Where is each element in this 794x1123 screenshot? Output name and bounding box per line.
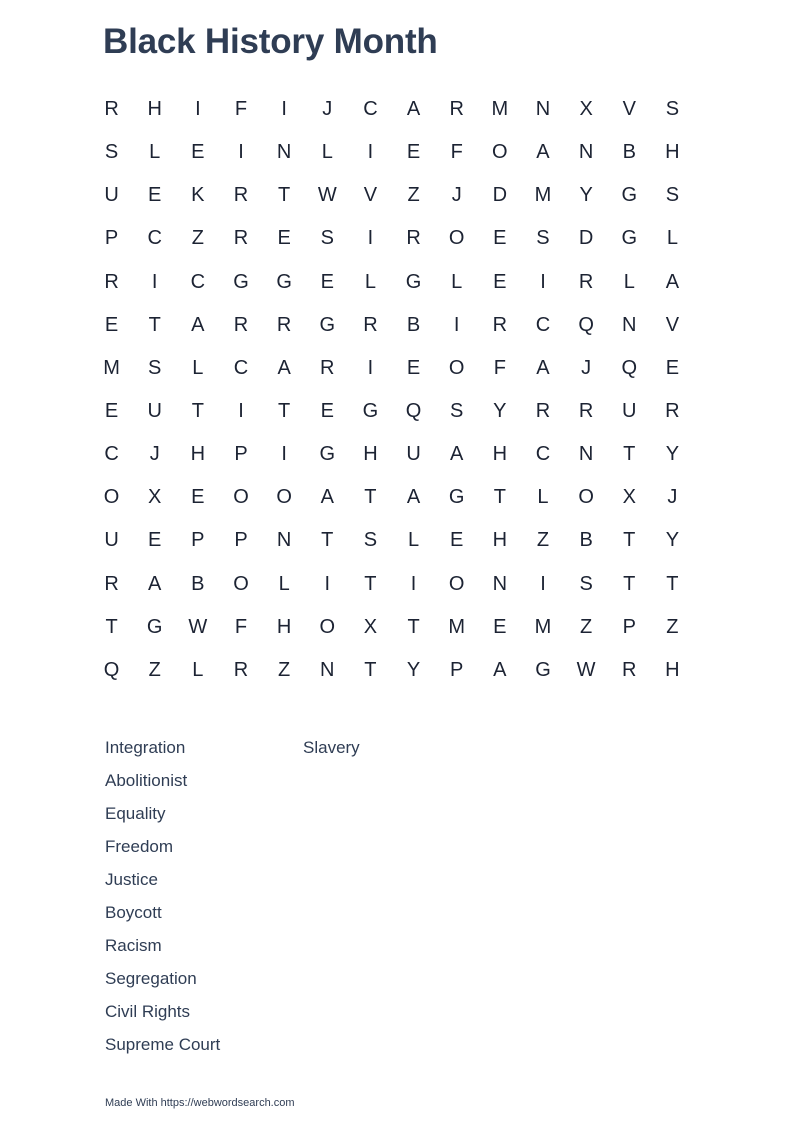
grid-cell: I xyxy=(281,98,287,121)
grid-cell: A xyxy=(406,98,421,121)
grid-cell: T xyxy=(364,658,377,681)
grid-cell: E xyxy=(665,356,680,379)
grid-cell: A xyxy=(493,658,507,681)
grid-cell: T xyxy=(364,572,377,595)
grid-cell: B xyxy=(622,141,636,164)
grid-cell: P xyxy=(450,658,464,681)
grid-cell: A xyxy=(148,572,162,595)
grid-cell: H xyxy=(492,443,508,466)
grid-cell: F xyxy=(450,141,463,164)
grid-cell: E xyxy=(191,141,205,164)
grid-cell: C xyxy=(535,443,551,466)
grid-cell: S xyxy=(320,227,334,250)
grid-cell: G xyxy=(233,270,249,293)
grid-cell: N xyxy=(622,313,637,336)
grid-cell: T xyxy=(105,615,118,638)
grid-cell: C xyxy=(363,98,378,121)
word-list-item: Slavery xyxy=(303,738,360,757)
grid-cell: A xyxy=(536,356,550,379)
grid-cell: R xyxy=(320,356,335,379)
grid-cell: E xyxy=(493,270,507,293)
grid-cell: Q xyxy=(405,400,422,423)
grid-cell: P xyxy=(104,227,119,250)
footer-credit: Made With https://webwordsearch.com xyxy=(105,1097,295,1109)
grid-cell: F xyxy=(234,615,248,638)
grid-cell: B xyxy=(579,529,593,552)
grid-cell: R xyxy=(233,184,249,207)
grid-cell: G xyxy=(621,227,638,250)
grid-cell: M xyxy=(534,184,552,207)
word-list-item: Equality xyxy=(105,804,166,823)
grid-cell: J xyxy=(322,98,333,121)
grid-cell: E xyxy=(148,529,162,552)
grid-cell: J xyxy=(667,486,678,509)
grid-cell: O xyxy=(233,572,249,595)
grid-cell: W xyxy=(576,658,596,681)
grid-cell: J xyxy=(451,184,462,207)
grid-cell: O xyxy=(578,486,594,509)
word-list-item: Justice xyxy=(105,870,158,889)
grid-cell: I xyxy=(367,227,374,250)
grid-cell: Y xyxy=(493,400,507,423)
grid-cell: P xyxy=(191,529,205,552)
grid-cell: F xyxy=(234,98,248,121)
grid-cell: A xyxy=(277,356,291,379)
word-list-item: Integration xyxy=(105,738,186,757)
grid-cell: G xyxy=(535,658,551,681)
grid-cell: C xyxy=(190,270,206,293)
grid-cell: E xyxy=(277,227,291,250)
grid-cell: R xyxy=(449,98,464,121)
grid-cell: E xyxy=(320,270,334,293)
grid-cell: M xyxy=(448,615,466,638)
grid-cell: G xyxy=(276,270,292,293)
grid-cell: R xyxy=(363,313,378,336)
grid-cell: K xyxy=(191,184,205,207)
grid-cell: C xyxy=(104,443,119,466)
grid-cell: H xyxy=(190,443,206,466)
grid-cell: I xyxy=(151,270,158,293)
grid-cell: I xyxy=(281,443,287,466)
grid-cell: N xyxy=(320,658,335,681)
grid-cell: H xyxy=(665,141,680,164)
grid-cell: Q xyxy=(621,356,638,379)
grid-cell: L xyxy=(407,529,420,552)
word-list-item: Racism xyxy=(105,936,162,955)
grid-cell: Y xyxy=(665,529,680,552)
grid-cell: E xyxy=(406,141,421,164)
grid-cell: S xyxy=(665,98,680,121)
grid-cell: W xyxy=(188,615,208,638)
grid-cell: W xyxy=(317,184,337,207)
grid-cell: T xyxy=(666,572,679,595)
grid-cell: A xyxy=(191,313,205,336)
grid-cell: S xyxy=(363,529,378,552)
grid-cell: T xyxy=(364,486,377,509)
grid-cell: M xyxy=(491,98,509,121)
grid-cell: L xyxy=(321,141,333,164)
grid-cell: P xyxy=(234,443,248,466)
grid-cell: N xyxy=(276,141,292,164)
grid-cell: I xyxy=(367,356,374,379)
grid-cell: V xyxy=(665,313,680,336)
grid-cell: Y xyxy=(665,443,680,466)
grid-cell: L xyxy=(623,270,635,293)
grid-cell: R xyxy=(104,270,119,293)
grid-cell: L xyxy=(192,356,204,379)
grid-cell: S xyxy=(450,400,464,423)
grid-cell: T xyxy=(191,400,204,423)
grid-cell: Z xyxy=(148,658,161,681)
grid-cell: J xyxy=(581,356,592,379)
grid-cell: O xyxy=(448,572,465,595)
grid-cell: T xyxy=(623,572,636,595)
grid-cell: N xyxy=(535,98,551,121)
grid-cell: R xyxy=(406,227,421,250)
grid-cell: R xyxy=(276,313,292,336)
page-title: Black History Month xyxy=(103,22,438,61)
grid-cell: G xyxy=(448,486,465,509)
grid-cell: G xyxy=(146,615,163,638)
grid-cell: Z xyxy=(191,227,204,250)
grid-cell: T xyxy=(278,400,291,423)
grid-cell: H xyxy=(363,443,378,466)
grid-cell: L xyxy=(278,572,290,595)
grid-cell: S xyxy=(665,184,680,207)
grid-cell: Z xyxy=(580,615,593,638)
grid-cell: A xyxy=(450,443,464,466)
grid-cell: R xyxy=(233,313,249,336)
grid-cell: I xyxy=(367,141,374,164)
grid-cell: H xyxy=(665,658,680,681)
grid-cell: S xyxy=(579,572,593,595)
grid-cell: A xyxy=(536,141,550,164)
grid-cell: G xyxy=(621,184,638,207)
grid-cell: D xyxy=(578,227,594,250)
grid-cell: N xyxy=(492,572,508,595)
grid-cell: O xyxy=(276,486,292,509)
word-list-item: Abolitionist xyxy=(105,771,188,790)
grid-cell: R xyxy=(492,313,508,336)
grid-cell: H xyxy=(147,98,162,121)
grid-cell: E xyxy=(406,356,421,379)
grid-cell: Z xyxy=(666,615,679,638)
word-list-item: Civil Rights xyxy=(105,1002,191,1021)
word-list-item: Freedom xyxy=(105,837,174,856)
grid-cell: E xyxy=(104,313,119,336)
grid-cell: A xyxy=(406,486,421,509)
grid-cell: T xyxy=(148,313,161,336)
grid-cell: P xyxy=(234,529,248,552)
grid-cell: I xyxy=(324,572,331,595)
grid-cell: B xyxy=(406,313,421,336)
grid-cell: R xyxy=(578,400,594,423)
grid-cell: M xyxy=(534,615,552,638)
grid-cell: N xyxy=(578,443,594,466)
grid-cell: C xyxy=(233,356,249,379)
grid-cell: I xyxy=(540,572,546,595)
grid-cell: O xyxy=(448,356,465,379)
grid-cell: E xyxy=(320,400,334,423)
grid-cell: U xyxy=(406,443,421,466)
grid-cell: J xyxy=(149,443,160,466)
grid-cell: U xyxy=(104,529,119,552)
grid-cell: I xyxy=(540,270,546,293)
grid-cell: R xyxy=(233,658,249,681)
grid-cell: O xyxy=(233,486,249,509)
grid-cell: R xyxy=(233,227,249,250)
grid-cell: O xyxy=(103,486,120,509)
grid-cell: L xyxy=(364,270,376,293)
grid-cell: M xyxy=(103,356,120,379)
grid-cell: R xyxy=(104,572,119,595)
grid-cell: S xyxy=(536,227,550,250)
grid-cell: X xyxy=(622,486,636,509)
grid-cell: U xyxy=(622,400,637,423)
grid-cell: C xyxy=(535,313,551,336)
grid-cell: L xyxy=(149,141,161,164)
grid-cell: X xyxy=(148,486,162,509)
grid-cell: L xyxy=(451,270,463,293)
grid-cell: Z xyxy=(536,529,550,552)
grid-cell: Q xyxy=(103,658,120,681)
grid-cell: X xyxy=(579,98,593,121)
grid-cell: I xyxy=(453,313,460,336)
grid-cell: E xyxy=(191,486,205,509)
grid-cell: T xyxy=(407,615,420,638)
grid-cell: G xyxy=(405,270,422,293)
grid-cell: H xyxy=(276,615,292,638)
grid-cell: R xyxy=(665,400,680,423)
grid-cell: E xyxy=(104,400,119,423)
grid-cell: E xyxy=(148,184,162,207)
grid-cell: T xyxy=(321,529,334,552)
grid-cell: V xyxy=(363,184,378,207)
grid-cell: E xyxy=(493,615,507,638)
grid-cell: F xyxy=(493,356,506,379)
grid-cell: L xyxy=(537,486,549,509)
grid-cell: T xyxy=(623,529,636,552)
grid-cell: X xyxy=(363,615,378,638)
grid-cell: O xyxy=(319,615,336,638)
grid-cell: N xyxy=(578,141,594,164)
grid-cell: L xyxy=(666,227,678,250)
grid-cell: N xyxy=(276,529,292,552)
grid-cell: E xyxy=(450,529,464,552)
grid-cell: I xyxy=(410,572,417,595)
grid-cell: O xyxy=(492,141,508,164)
word-list-item: Boycott xyxy=(105,903,162,922)
grid-cell: T xyxy=(623,443,636,466)
grid-cell: A xyxy=(320,486,334,509)
grid-cell: Y xyxy=(579,184,593,207)
grid-cell: G xyxy=(319,313,336,336)
grid-cell: G xyxy=(319,443,336,466)
grid-cell: A xyxy=(665,270,680,293)
letter-grid xyxy=(90,88,694,692)
grid-cell: Q xyxy=(578,313,594,336)
grid-cell: Z xyxy=(407,184,420,207)
grid-cell: Y xyxy=(406,658,421,681)
grid-cell: R xyxy=(578,270,594,293)
grid-cell: Z xyxy=(278,658,291,681)
grid-cell: U xyxy=(147,400,162,423)
grid-cell: I xyxy=(238,141,244,164)
grid-cell: S xyxy=(148,356,162,379)
grid-cell: U xyxy=(104,184,119,207)
grid-cell: L xyxy=(192,658,204,681)
grid-cell: H xyxy=(492,529,508,552)
grid-cell: C xyxy=(147,227,162,250)
grid-cell: B xyxy=(191,572,205,595)
grid-cell: G xyxy=(362,400,379,423)
grid-cell: D xyxy=(492,184,508,207)
grid-cell: I xyxy=(238,400,244,423)
grid-cell: R xyxy=(104,98,119,121)
grid-cell: O xyxy=(448,227,465,250)
grid-cell: T xyxy=(278,184,291,207)
grid-cell: V xyxy=(622,98,636,121)
word-list-item: Segregation xyxy=(105,969,197,988)
grid-cell: I xyxy=(195,98,201,121)
grid-cell: S xyxy=(104,141,119,164)
grid-cell: R xyxy=(535,400,551,423)
grid-cell: T xyxy=(493,486,506,509)
grid-cell: E xyxy=(493,227,507,250)
grid-cell: P xyxy=(622,615,636,638)
grid-cell: R xyxy=(622,658,637,681)
word-list-item: Supreme Court xyxy=(105,1035,221,1054)
